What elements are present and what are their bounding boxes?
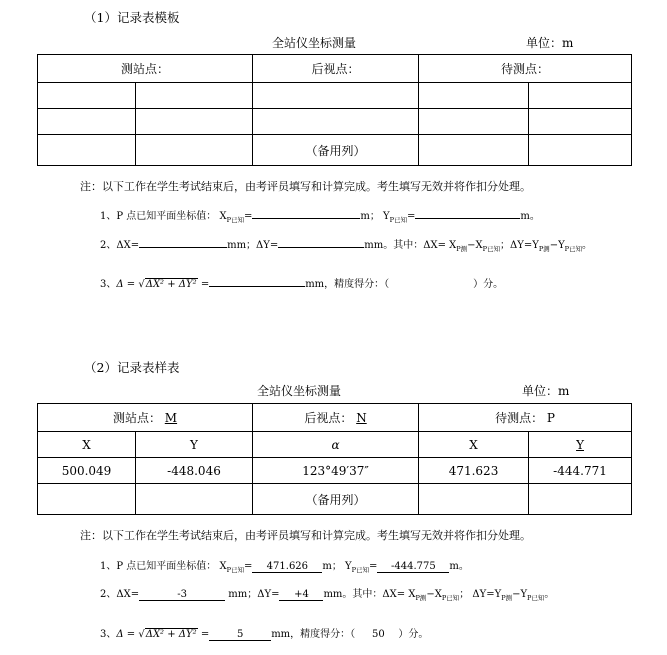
- value-cell: 500.049: [38, 458, 136, 484]
- station-header-cell: 测站点： M: [38, 404, 253, 432]
- section2-note: 注：以下工作在学生考试结束后，由考评员填写和计算完成。考生填写无效并将作扣分处理。: [80, 529, 531, 542]
- col-header-y2: Y: [529, 432, 632, 458]
- section2-heading: （2）记录表样表: [84, 360, 180, 375]
- sample-table: [37, 403, 632, 515]
- col-header-y1: Y: [136, 432, 253, 458]
- section1-item3: 3、Δ = √ΔX² + ΔY² = mm，精度得分：（ ）分。: [100, 275, 503, 290]
- spare-column-cell: （备用列）: [253, 484, 419, 515]
- template-table: [37, 54, 632, 166]
- xp-value: 471.626: [252, 561, 322, 573]
- empty-cell: [38, 135, 136, 166]
- section2-item3: 3、Δ = √ΔX² + ΔY² = 5 mm，精度得分：（ 50 ）分。: [100, 629, 429, 640]
- empty-cell: [529, 109, 632, 135]
- empty-cell: [136, 83, 253, 109]
- target-header-cell: 待测点：: [419, 55, 632, 83]
- d-value: 5: [209, 629, 271, 641]
- section1-unit: 单位：m: [526, 36, 574, 50]
- yp-value: -444.775: [377, 561, 449, 573]
- empty-cell: [38, 109, 136, 135]
- value-cell: -444.771: [529, 458, 632, 484]
- col-header-x2: X: [419, 432, 529, 458]
- empty-cell: [38, 83, 136, 109]
- empty-cell: [529, 484, 632, 515]
- yp-blank[interactable]: [415, 207, 520, 219]
- target-header-cell: 待测点： P: [419, 404, 632, 432]
- backsight-header-cell: 后视点： N: [253, 404, 419, 432]
- score-value: 50: [371, 629, 385, 640]
- dy-value: +4: [279, 589, 323, 601]
- empty-cell: [419, 484, 529, 515]
- empty-cell: [136, 109, 253, 135]
- section1-heading: （1）记录表模板: [84, 10, 180, 25]
- empty-cell: [419, 83, 529, 109]
- spare-column-cell: （备用列）: [253, 135, 419, 166]
- empty-cell: [136, 135, 253, 166]
- backsight-header-cell: 后视点：: [253, 55, 419, 83]
- section2-caption: 全站仪坐标测量: [257, 384, 342, 398]
- value-cell: -448.046: [136, 458, 253, 484]
- empty-cell: [529, 135, 632, 166]
- section2-item2: 2、ΔX= -3 mm；ΔY= +4 mm。其中：$\Delta X= X_{P测}-X_{P已知}$； $\Delta Y=Y_{P测}-Y_{P已知}$。: [100, 589, 555, 602]
- section1-note: 注：以下工作在学生考试结束后，由考评员填写和计算完成。考生填写无效并将作扣分处理。: [80, 180, 531, 193]
- empty-cell: [38, 484, 136, 515]
- empty-cell: [419, 109, 529, 135]
- empty-cell: [419, 135, 529, 166]
- value-cell: 123°49′37″: [253, 458, 419, 484]
- section2-item1: 1、P 点已知平面坐标值： $X_{P已知}= 471.626$ m； $Y_{P已知}= -444.775$ m。: [100, 561, 469, 574]
- d-blank[interactable]: [209, 275, 305, 287]
- empty-cell: [136, 484, 253, 515]
- section2-unit: 单位：m: [522, 384, 570, 398]
- empty-cell: [253, 83, 419, 109]
- col-header-x1: X: [38, 432, 136, 458]
- empty-cell: [253, 109, 419, 135]
- xp-blank[interactable]: [252, 207, 360, 219]
- section1-item1: 1、P 点已知平面坐标值： $X_{P已知}= m$； $Y_{P已知}= m$。: [100, 207, 540, 224]
- value-cell: 471.623: [419, 458, 529, 484]
- section1-caption: 全站仪坐标测量: [272, 36, 357, 50]
- station-header-cell: 测站点：: [38, 55, 253, 83]
- dx-blank[interactable]: [139, 236, 227, 248]
- dy-blank[interactable]: [278, 236, 364, 248]
- section1-item2: 2、ΔX= mm；ΔY= mm。其中：$\Delta X= X_{P测}-X_{P已知}$；$\Delta Y=Y_{P测}-Y_{P已知}$。: [100, 236, 592, 253]
- empty-cell: [529, 83, 632, 109]
- dx-value: -3: [139, 589, 225, 601]
- col-header-alpha: α: [253, 432, 419, 458]
